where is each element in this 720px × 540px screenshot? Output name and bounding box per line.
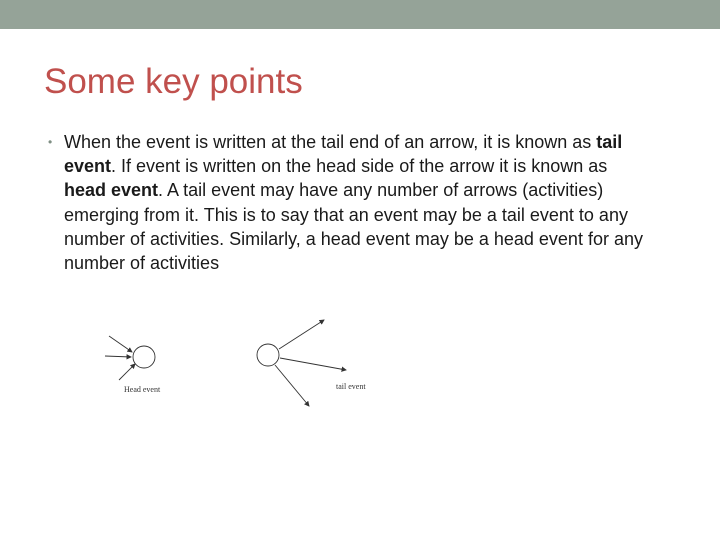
incoming-arrow-top bbox=[109, 336, 132, 352]
bullet-segment-3: . A tail event may have any number of arrows (activities) emerging from it. This is to say that an event may be a tail event to any number of activities. Similarly, a head event may be a head event for any number of activities bbox=[64, 180, 643, 274]
bullet-dot-icon: • bbox=[48, 135, 53, 149]
head-event-caption: Head event bbox=[124, 385, 161, 394]
outgoing-arrow-bottom bbox=[275, 365, 309, 406]
bullet-segment-2: . If event is written on the head side of the arrow it is known as bbox=[111, 156, 608, 177]
incoming-arrow-bottom bbox=[119, 364, 135, 380]
term-head-event: head event bbox=[64, 180, 159, 201]
term-tail-event: tail event bbox=[64, 132, 623, 177]
outgoing-arrow-top bbox=[279, 320, 324, 349]
bullet-list bbox=[48, 130, 648, 275]
incoming-arrow-middle bbox=[105, 356, 131, 357]
outgoing-arrow-middle bbox=[280, 358, 346, 370]
tail-event-figure bbox=[257, 320, 366, 406]
top-decorative-band bbox=[0, 0, 720, 29]
tail-event-caption: tail event bbox=[336, 382, 366, 391]
tail-event-node bbox=[257, 344, 279, 366]
slide-title: Some key points bbox=[44, 62, 303, 101]
event-diagram bbox=[95, 290, 395, 420]
head-event-figure bbox=[105, 336, 161, 394]
bullet-segment-1: When the event is written at the tail end of an arrow, it is known as bbox=[64, 132, 597, 152]
head-event-node bbox=[133, 346, 155, 368]
bullet-item bbox=[48, 130, 648, 275]
bullet-text bbox=[64, 130, 648, 275]
